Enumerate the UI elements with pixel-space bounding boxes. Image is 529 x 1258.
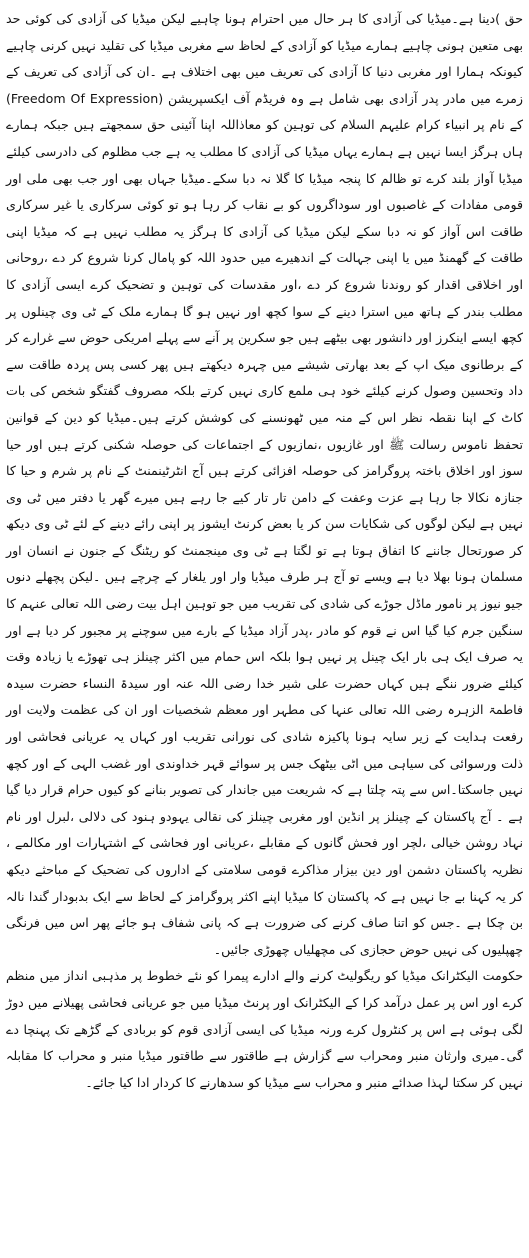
paragraph-main: حق )دینا ہے۔میڈیا کی آزادی کا ہر حال میں احترام ہونا چاہیے لیکن میڈیا کی آزادی کی کوئی حد بھی متعین ہونی چاہیے ہمارے میڈیا کو آزادی کے لحاظ سے مغربی میڈیا کی تقلید نہیں کرنی چاہیے کیونکہ ہمارا اور مغربی دنیا کا آزادی کی تعریف میں بھی اختلاف ہے ۔ان کی آزادی کی تعریف کے زمرے میں مادر پدر آزادی بھی شامل ہے وہ فریڈم آف ایکسپریشن (Freedom Of Expression) کے نام پر انبیاء کرام علیہم السلام کی توہین کو معاذاللہ اپنا آئینی حق سمجھتے ہیں جبکہ ہمارے ہاں ہرگز ایسا نہیں ہے ہمارے یہاں میڈیا کی آزادی کا مطلب یہ ہے جب مظلوم کی دادرسی کیلئے میڈیا آواز بلند کرے تو ظالم کا پنجہ میڈیا کا گلا نہ دبا سکے۔میڈیا جہاں بھی اور جب بھی ملی اور قومی مفادات کے غاصبوں اور سوداگروں کو بے نقاب کر رہا ہو تو کوئی سرکاری یا غیر سرکاری طاقت اس آواز کو نہ دبا سکے لیکن میڈیا کی آزادی کا ہرگز یہ مطلب نہیں ہے کہ میڈیا اپنی طاقت کے گھمنڈ میں یا اپنی جہالت کے اندھیرے میں حدود اللہ کو پامال کرنا شروع کر دے ،روحانی اور اخلاقی اقدار کو روندنا شروع کر دے ،اور مقدسات کی توہین و تضحیک کرے ایسی آزادی کا مطلب بندر کے ہاتھ میں استرا دینے کے سوا کچھ اور نہیں ہو گا ہمارے ملک کے ٹی وی چینلوں پر کچھ ایسے اینکرز اور دانشور بھی بیٹھے ہیں جو سکرین پر آنے سے پہلے امریکی حوض سے غرارے کر کے برطانوی میک اپ کے بعد بھارتی شیشے میں چہرہ دیکھتے ہیں پھر کسی پس پردہ طاقت سے داد وتحسین وصول کرنے کیلئے خود ہی ملمع کاری نہیں کرتے بلکہ مصروف گفتگو شخص کی بات کاٹ کے اپنا نقطہ نظر اس کے منہ میں ٹھونسنے کی کوشش کرتے ہیں۔میڈیا کو دین کے قوانین تحفظ ناموس رسالت ﷺ اور غازیوں ،نمازیوں کے اجتماعات کی حوصلہ شکنی کرتے ہیں اور حیا سوز اور اخلاق باختہ پروگرامز کی حوصلہ افزائی کرتے ہیں آج انٹرٹینمنٹ کے نام پر شرم و حیا کا جنازہ نکالا جا رہا ہے عزت وعفت کے دامن تار تار کیے جا رہے ہیں میرے گھر یا دفتر میں ٹی وی نہیں ہے لیکن لوگوں کی شکایات سن کر یا بعض کرنٹ ایشوز پر اپنی رائے دینے کے لئے ٹی وی دیکھ کر صورتحال جاننے کا اتفاق ہوتا ہے تو لگتا ہے ٹی وی مینجمنٹ کو ریٹنگ کے جنون نے انسان اور مسلمان ہونا بھلا دیا ہے ویسے تو آج ہر طرف میڈیا وار اور یلغار کے چرچے ہیں ۔لیکن پچھلے دنوں جیو نیوز پر نامور ماڈل جوڑے کی شادی کی تقریب میں جو توہین اہل بیت رضی اللہ تعالی عنہم کا سنگین جرم کیا گیا اس نے قوم کو مادر ،پدر آزاد میڈیا کے بارے میں سوچنے پر مجبور کر دیا ہے اور یہ صرف ایک ہی بار ایک چینل پر نہیں ہوا بلکہ اس حمام میں اکثر چینلز ہی تھوڑے یا زیادہ وقت کیلئے ضرور ننگے ہیں کہاں حضرت علی شیر خدا رضی اللہ عنہ اور سیدۃ النساء حضرت سیدہ فاطمۃ الزہرہ رضی اللہ تعالی عنہا کی مطہر اور معظم شخصیات اور ان کی عظمت ولایت اور رفعت ہدایت کے زیر سایہ ہونا پاکیزہ شادی کی نورانی تقریب اور کہاں یہ عریانی فحاشی اور ذلت ورسوائی کی سیاہی میں اٹی بیٹھک جس پر سوائے قہر خداوندی اور غضب الہی کے اور کچھ نہیں جاسکتا۔اس سے پتہ چلتا ہے کہ شریعت میں جاندار کی تصویر بنانے کو کیوں حرام قرار دیا گیا ہے ۔ آج پاکستان کے چینلز پر انڈین اور مغربی چینلز کی نقالی یہودو ہنود کی دلالی ،لبرل اور نام نہاد روشن خیالی ،لچر اور فحش گانوں کے مقابلے ،عریانی اور فحاشی کے اشتہارات اور مکالمے ، نظریہ پاکستان دشمن اور دین بیزار مذاکرے قومی سلامتی کے اداروں کی تضحیک کے مباحثے دیکھ کر یہ کہنا بے جا نہیں ہے کہ پاکستان کا میڈیا اپنے اکثر پروگرامز کے لحاظ سے ایک بدبودار گندا نالہ بن چکا ہے ۔جس کو اتنا صاف کرنے کی ضرورت ہے کہ پانی شفاف ہو جائے پھر اس میں فرنگی چھپلیوں کی نہیں حوض حجازی کی مچھلیاں چھوڑی جائیں۔ xyxy=(6,11,523,957)
paragraph-conclusion: حکومت الیکٹرانک میڈیا کو ریگولیٹ کرنے والے ادارے پیمرا کو نئے خطوط پر مذہبی انداز میں منظم کرے اور اس پر عمل درآمد کرا کے الیکٹرانک اور پرنٹ میڈیا میں جو عریانی فحاشی پھیلانے میں دوڑ لگی ہوئی ہے اس پر کنٹرول کرے ورنہ میڈیا کی ایسی آزادی قوم کو بربادی کے گڑھے تک پہنچا دے گی۔میری وارثان منبر ومحراب سے گزارش ہے طاقتور سے طاقتور میڈیا منبر و محراب کا مقابلہ نہیں کر سکتا لہذا صدائے منبر و محراب سے میڈیا کو سدھارنے کا کردار ادا کیا جائے۔ xyxy=(6,968,523,1090)
